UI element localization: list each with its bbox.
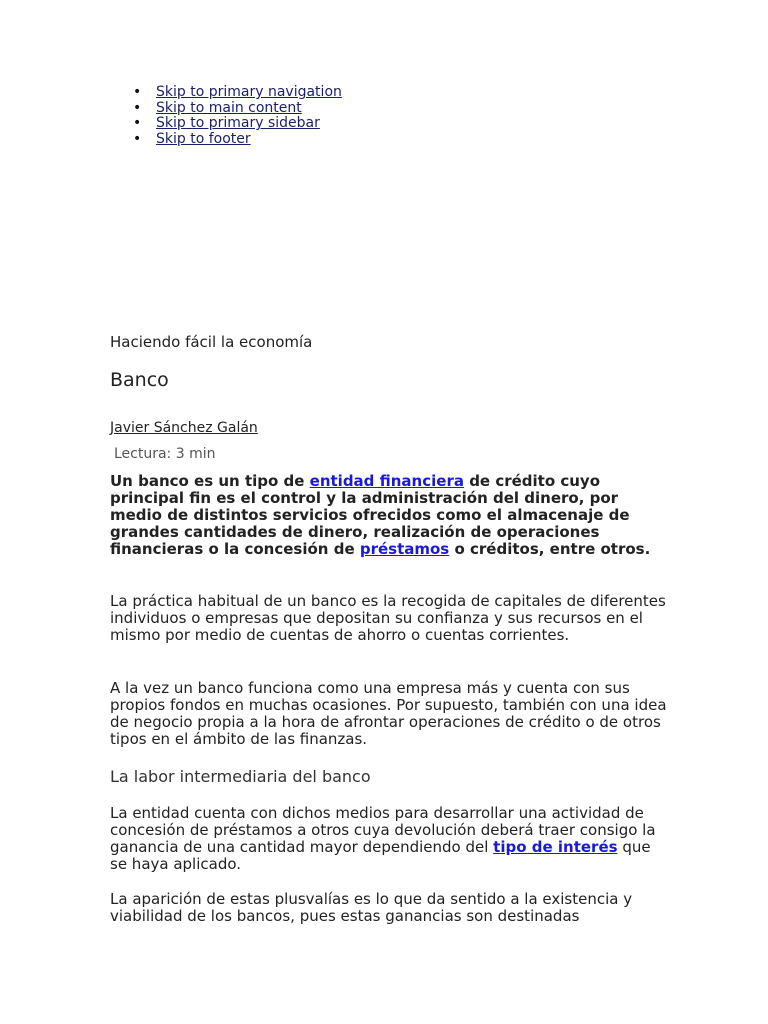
lead-paragraph (110, 473, 670, 558)
skip-to-footer-link[interactable]: Skip to footer (156, 131, 251, 148)
skip-to-primary-navigation-link[interactable]: Skip to primary navigation (156, 84, 342, 100)
lead-text-2: de crédito cuyo principal fin es el control y la administración del dinero, por medio de distintos servicios ofrecidos como el almacenaje de grandes cantidades de dinero, realización de operaciones financieras o la concesión de (110, 472, 630, 558)
skip-to-primary-sidebar-link[interactable]: Skip to primary sidebar (156, 115, 320, 132)
page-title: Banco (110, 369, 169, 391)
body-paragraph: La práctica habitual de un banco es la recogida de capitales de diferentes individuos o empresas que depositan su confianza y sus recursos en el mismo por medio de cuentas de ahorro o cuentas corrientes. (110, 592, 666, 644)
reading-time: Lectura: 3 min (114, 446, 216, 462)
entidad-financiera-link[interactable]: entidad financiera (309, 472, 464, 490)
bullet-icon: • (133, 99, 142, 116)
bullet-icon: • (133, 131, 142, 148)
list-item (133, 115, 342, 132)
body-paragraph: A la vez un banco funciona como una empresa más y cuenta con sus propios fondos en muchas ocasiones. Por supuesto, también con una idea de negocio propia a la hora de afrontar operaciones de crédito o de otros tipos en el ámbito de las finanzas. (110, 679, 667, 748)
para4-text-2: que se haya aplicado. (110, 838, 651, 873)
list-item (133, 84, 342, 101)
lead-text-3: o créditos, entre otros. (449, 540, 651, 558)
section-heading: La labor intermediaria del banco (110, 767, 371, 786)
list-item (133, 131, 342, 148)
site-tagline: Haciendo fácil la economía (110, 333, 313, 351)
skip-to-main-content-link[interactable]: Skip to main content (156, 99, 302, 116)
bullet-icon: • (133, 84, 142, 100)
para4-text-1: La entidad cuenta con dichos medios para desarrollar una actividad de concesión de préstamos a otros cuya devolución deberá traer consigo la ganancia de una cantidad mayor dependiendo del (110, 804, 656, 856)
author-link[interactable]: Javier Sánchez Galán (110, 420, 258, 436)
prestamos-link[interactable]: préstamos (359, 540, 450, 558)
tipo-de-interes-link[interactable]: tipo de interés (493, 838, 618, 856)
body-paragraph (110, 805, 670, 873)
bullet-icon: • (133, 115, 142, 132)
list-item (133, 99, 342, 117)
skip-links-list (133, 84, 342, 148)
lead-text-1: Un banco es un tipo de (110, 472, 310, 490)
body-paragraph: La aparición de estas plusvalías es lo que da sentido a la existencia y viabilidad de los bancos, pues estas ganancias son destinadas (110, 890, 633, 925)
